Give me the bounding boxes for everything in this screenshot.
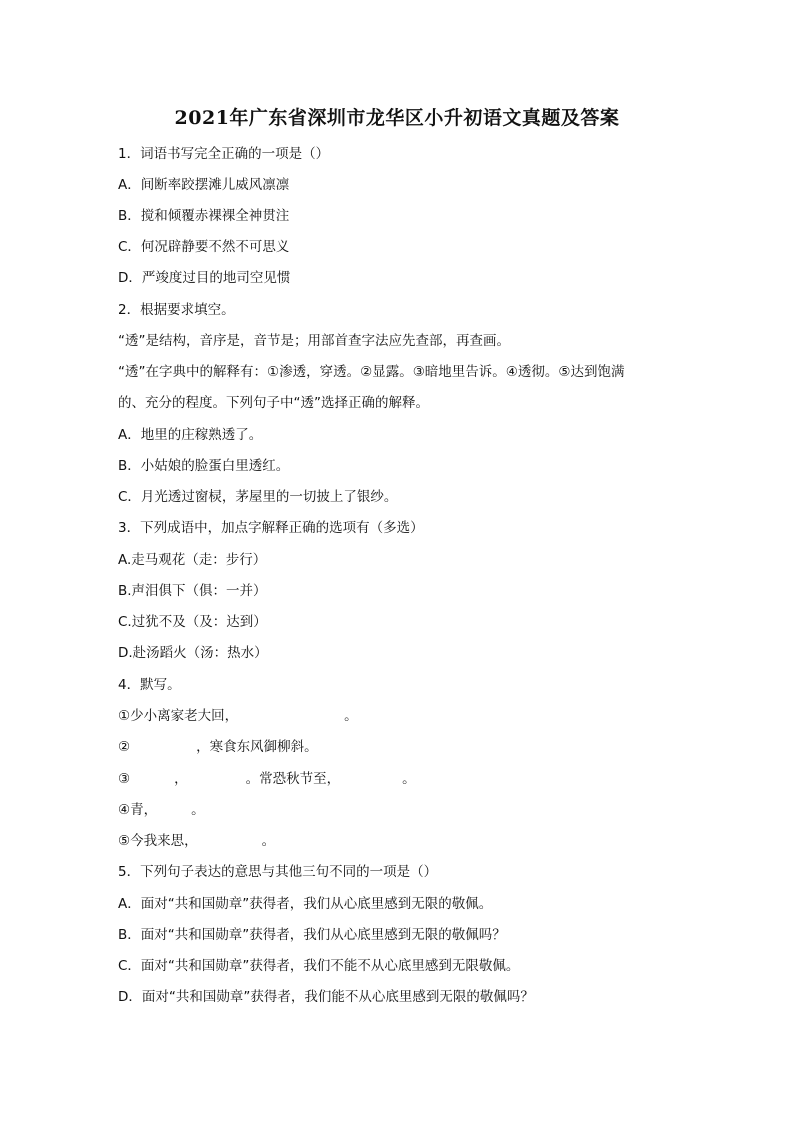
q4-line-2-num: ② (118, 739, 131, 755)
q4-line-3-end: 。 (402, 771, 416, 787)
q3-option-d: D.赴汤蹈火（汤：热水） (118, 645, 268, 661)
q3-option-c: C.过犹不及（及：达到） (118, 614, 267, 630)
q1-stem: 1．词语书写完全正确的一项是（） (118, 146, 330, 162)
q1-option-a: A．间断率跤摆滩儿威风凛凛 (118, 177, 290, 193)
q2-option-b: B．小姑娘的脸蛋白里透红。 (118, 458, 290, 474)
q4-line-1 (118, 706, 678, 726)
q4-line-3-text: 。常恐秋节至， (245, 771, 341, 787)
q4-line-3-num: ③ (118, 771, 131, 787)
document-title: 2021年广东省深圳市龙华区小升初语文真题及答案 (174, 107, 620, 129)
q4-line-4-text: ④青， (118, 802, 158, 818)
q4-line-5 (118, 831, 678, 851)
q2-option-a: A．地里的庄稼熟透了。 (118, 427, 263, 443)
q2-paragraph-1: “透”是结构，音序是，音节是；用部首查字法应先查部，再查画。 (118, 333, 510, 349)
q4-line-5-text: ⑤今我来思， (118, 833, 198, 849)
q2-paragraph-2-line-1: “透”在字典中的解释有：①渗透，穿透。②显露。③暗地里告诉。④透彻。⑤达到饱满 (118, 364, 625, 380)
q4-line-1-text: ①少小离家老大回， (118, 708, 239, 724)
q4-line-2-text: ，寒食东风御柳斜。 (196, 739, 318, 755)
q4-line-2 (118, 737, 678, 757)
q5-option-a: A．面对“共和国勋章”获得者，我们从心底里感到无限的敬佩。 (118, 896, 493, 912)
q3-stem: 3．下列成语中，加点字解释正确的选项有（多选） (118, 520, 424, 536)
q2-stem: 2．根据要求填空。 (118, 302, 235, 318)
q4-line-4-end: 。 (191, 802, 205, 818)
q5-option-c: C．面对“共和国勋章”获得者，我们不能不从心底里感到无限敬佩。 (118, 958, 520, 974)
q4-line-3 (118, 769, 678, 789)
q1-option-b: B．搅和倾覆赤裸裸全神贯注 (118, 208, 290, 224)
q4-line-5-end: 。 (261, 833, 276, 849)
q3-option-a: A.走马观花（走：步行） (118, 552, 267, 568)
q1-option-d: D．严竣度过目的地司空见惯 (118, 270, 291, 286)
q2-paragraph-2-line-2: 的、充分的程度。下列句子中“透”选择正确的解释。 (118, 395, 429, 411)
q5-option-d: D．面对“共和国勋章”获得者，我们能不从心底里感到无限的敬佩吗？ (118, 989, 534, 1005)
q4-line-4 (118, 800, 678, 820)
q2-option-c: C．月光透过窗棂，茅屋里的一切披上了银纱。 (118, 489, 398, 505)
q5-option-b: B．面对“共和国勋章”获得者，我们从心底里感到无限的敬佩吗？ (118, 927, 506, 943)
q1-option-c: C．何况辟静要不然不可思义 (118, 239, 290, 255)
q5-stem: 5．下列句子表达的意思与其他三句不同的一项是（） (118, 864, 438, 880)
q3-option-b: B.声泪俱下（俱：一并） (118, 583, 267, 599)
q4-line-1-end: 。 (344, 708, 358, 724)
q4-line-3-comma: ， (174, 771, 188, 787)
q4-stem: 4．默写。 (118, 677, 181, 693)
